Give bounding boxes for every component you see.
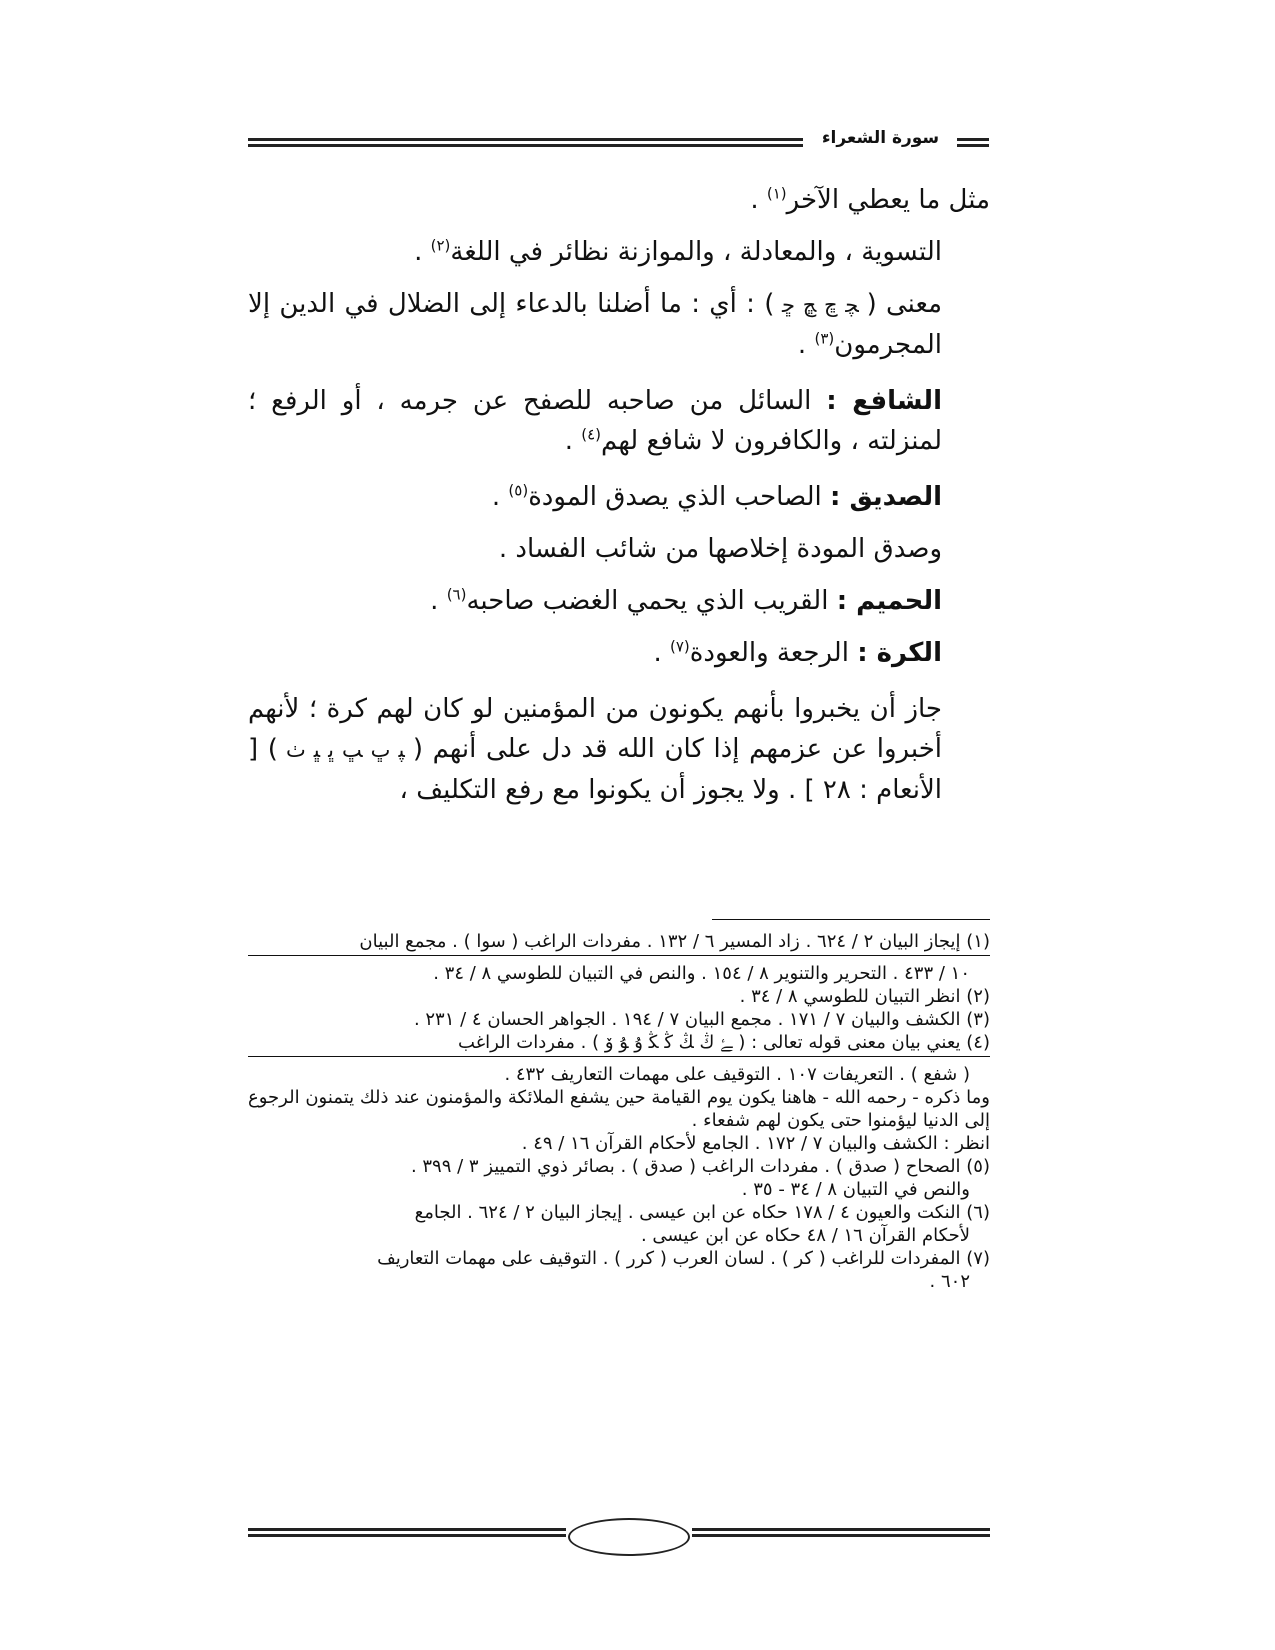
footnote-4-note-text: وما ذكره - رحمه الله - هاهنا يكون يوم القيامة حين يشفع الملائكة والمؤمنون عند ذلك يتمنون الرجوع إلى الدنيا ليؤمنوا حتى يكون لهم شفعاء . (248, 1087, 990, 1131)
footnotes (248, 930, 990, 1293)
footnote-1-continuation: ١٠ / ٤٣٣ . التحرير والتنوير ٨ / ١٥٤ . والنص في التبيان للطوسي ٨ / ٣٤ . (433, 963, 970, 984)
footnote-3 (248, 1008, 990, 1031)
footnote-2-text: (٢) انظر التبيان للطوسي ٨ / ٣٤ . (739, 986, 990, 1007)
paragraph-1-text: مثل ما يعطي الآخر (786, 185, 990, 215)
term-karra: الكرة : (857, 638, 942, 668)
term-sadiq: الصديق : (830, 482, 942, 512)
paragraph-3-end: . (797, 330, 815, 360)
footnote-ref-5: (٥) (508, 481, 529, 500)
paragraph-8 (248, 633, 990, 673)
footnote-6 (248, 1201, 990, 1247)
footnote-4-note (248, 1086, 990, 1132)
quran-verse-glyphs: ﭙ ﭚ ﭛ ﭜ ﭝ ﭞ (277, 738, 413, 762)
footnote-4-continuation: ( شفع ) . التعريفات ١٠٧ . التوقيف على مهمات التعاريف ٤٣٢ . (504, 1064, 970, 1085)
paragraph-9-text-a: جاز أن يخبروا بأنهم يكونون من المؤمنين لو كان لهم كرة ؛ لأنهم أخبروا عن عزمهم إذا كان الله قد دل على أنهم ( (248, 694, 942, 764)
paragraph-2-end: . (414, 237, 431, 267)
footnote-2 (248, 985, 990, 1008)
footnote-separator (712, 919, 990, 920)
footnote-6-continuation: لأحكام القرآن ١٦ / ٤٨ حكاه عن ابن عيسى . (640, 1225, 970, 1246)
footnote-7 (248, 1247, 990, 1293)
term-shafi: الشافع : (826, 386, 942, 416)
quran-verse-glyphs: ﭽ ﭾ ﭿ ﮀ (774, 293, 867, 317)
header-rule-left (248, 138, 803, 141)
paragraph-6-text: وصدق المودة إخلاصها من شائب الفساد . (498, 534, 942, 564)
paragraph-1-end: . (750, 185, 767, 215)
footnote-4-ref-text: انظر : الكشف والبيان ٧ / ١٧٢ . الجامع لأحكام القرآن ١٦ / ٤٩ . (521, 1133, 990, 1154)
paragraph-3-text-b: ) : أي : ما أضلنا بالدعاء إلى الضلال في الدين إلا المجرمون (248, 289, 942, 360)
footnote-rule (248, 953, 990, 956)
footnote-4 (248, 1031, 990, 1086)
paragraph-5-text: الصاحب الذي يصدق المودة (528, 482, 831, 512)
footer-rule-left (248, 1528, 566, 1531)
footnote-7-text: (٧) المفردات للراغب ( كر ) . لسان العرب ( كرر ) . التوقيف على مهمات التعاريف (377, 1248, 990, 1269)
paragraph-5 (248, 477, 990, 517)
footnote-ref-3: (٣) (814, 329, 835, 348)
paragraph-4 (248, 381, 990, 461)
footnote-5-text: (٥) الصحاح ( صدق ) . مفردات الراغب ( صدق ) . بصائر ذوي التمييز ٣ / ٣٩٩ . (410, 1156, 990, 1177)
paragraph-9-text-b: ) [ الأنعام : ٢٨ ] . ولا يجوز أن يكونوا مع رفع التكليف ، (248, 734, 942, 805)
paragraph-2 (248, 232, 990, 272)
footnote-3-text: (٣) الكشف والبيان ٧ / ١٧١ . مجمع البيان ٧ / ١٩٤ . الجواهر الحسان ٤ / ٢٣١ . (413, 1009, 990, 1030)
footnote-7-continuation: ٦٠٢ . (929, 1271, 970, 1292)
header-rule-right (957, 138, 989, 141)
footnote-ref-6: (٦) (446, 585, 467, 604)
footnote-ref-2: (٢) (430, 236, 451, 255)
paragraph-1 (248, 180, 990, 220)
footer-rule-right (692, 1528, 990, 1531)
paragraph-3 (248, 284, 990, 365)
footnote-ref-1: (١) (766, 184, 787, 203)
footnote-5-continuation: والنص في التبيان ٨ / ٣٤ - ٣٥ . (741, 1179, 970, 1200)
footnote-ref-7: (٧) (669, 637, 690, 656)
footnote-5 (248, 1155, 990, 1201)
paragraph-3-text-a: معنى ( (866, 289, 942, 319)
footnote-4-text: (٤) يعني بيان معنى قوله تعالى : ( ﮱ ﯓ ﯔ ﯕ ﯖ ﯗ ﯘ ﯙ ) . مفردات الراغب (458, 1032, 990, 1053)
footnote-ref-4: (٤) (581, 425, 602, 444)
paragraph-7 (248, 581, 990, 621)
paragraph-7-text: القريب الذي يحمي الغضب صاحبه (466, 586, 837, 616)
paragraph-5-end: . (491, 482, 509, 512)
paragraph-4-text: السائل من صاحبه للصفح عن جرمه ، أو الرفع ؛ لمنزلته ، والكافرون لا شافع لهم (248, 386, 942, 456)
paragraph-4-end: . (564, 426, 582, 456)
paragraph-2-text: التسوية ، والمعادلة ، والموازنة نظائر في اللغة (450, 237, 942, 267)
paragraph-8-text: الرجعة والعودة (689, 638, 858, 668)
footnote-1 (248, 930, 990, 985)
paragraph-6 (248, 529, 990, 569)
footnote-4-ref (248, 1132, 990, 1155)
term-hamim: الحميم : (836, 586, 942, 616)
running-header-title: سورة الشعراء (821, 128, 940, 148)
page-number-oval (568, 1518, 690, 1556)
main-text (248, 180, 990, 810)
paragraph-8-end: . (653, 638, 670, 668)
paragraph-7-end: . (430, 586, 447, 616)
footnote-1-text: (١) إيجاز البيان ٢ / ٦٢٤ . زاد المسير ٦ / ١٣٢ . مفردات الراغب ( سوا ) . مجمع البيان (359, 931, 990, 952)
footnote-6-text: (٦) النكت والعيون ٤ / ١٧٨ حكاه عن ابن عيسى . إيجاز البيان ٢ / ٦٢٤ . الجامع (414, 1202, 990, 1223)
footnote-rule (248, 1054, 990, 1057)
paragraph-9 (248, 689, 990, 810)
